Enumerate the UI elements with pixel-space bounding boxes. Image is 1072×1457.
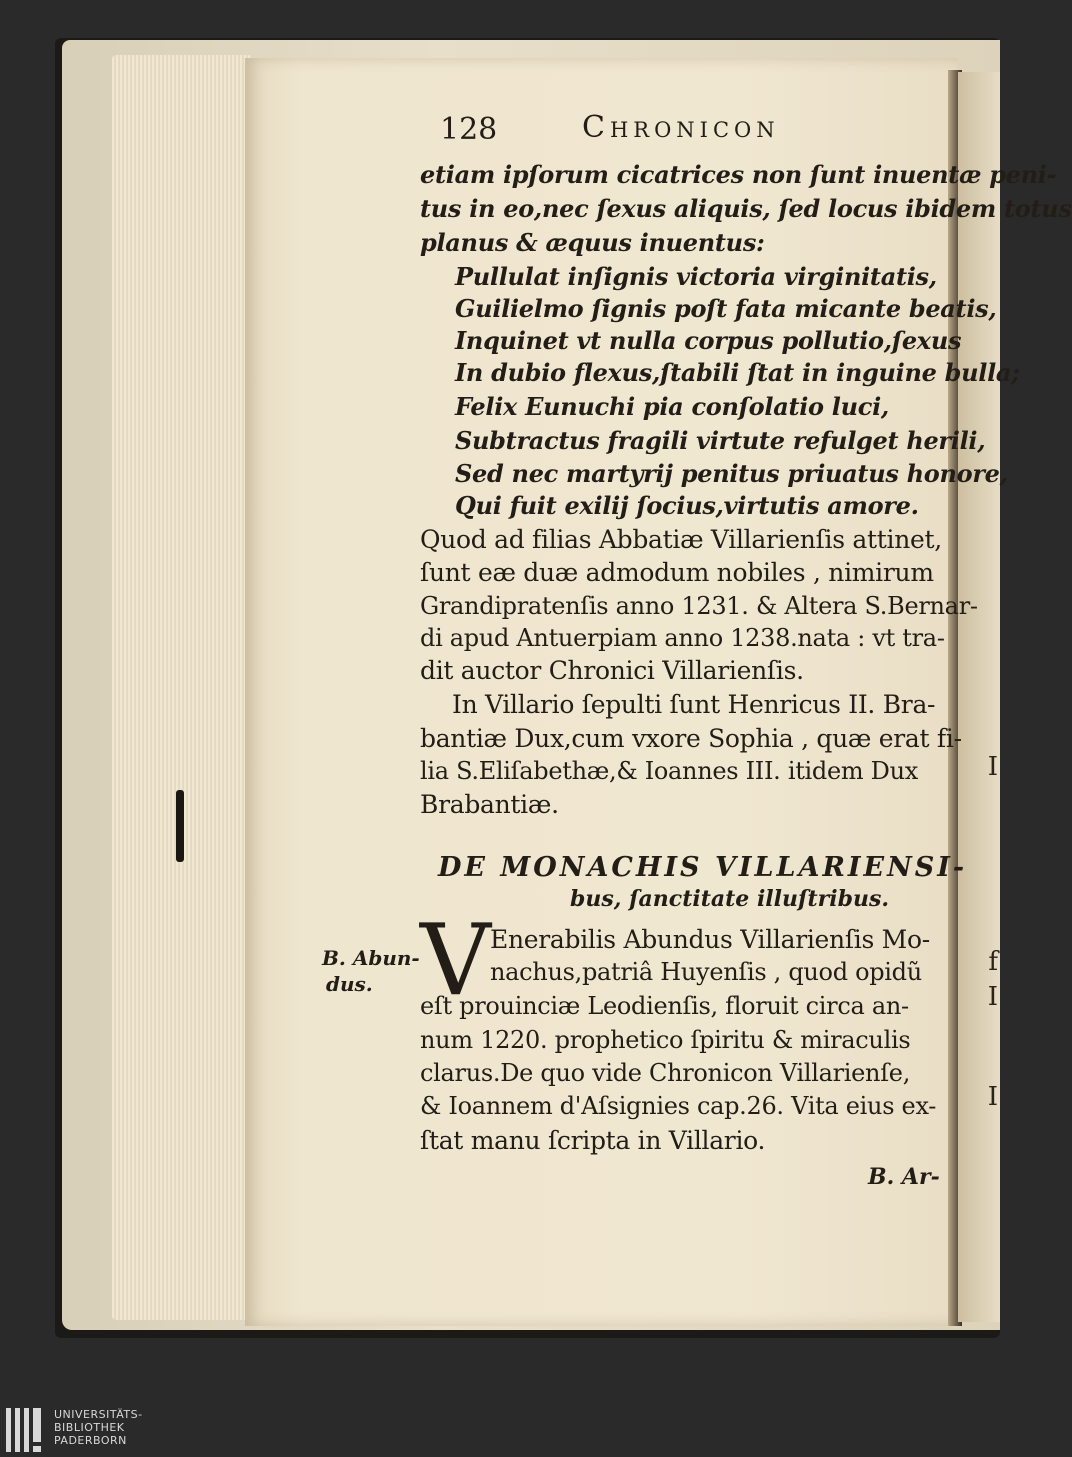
- paragraph-line: ſunt eæ duæ admodum nobiles , nimirum: [420, 558, 934, 587]
- library-logo-text: BIBLIOTHEK: [54, 1421, 125, 1434]
- paragraph-line: In Villario ſepulti ſunt Henricus II. Bra-: [452, 690, 936, 719]
- spine-mark: [176, 790, 184, 862]
- verse-intro-line: etiam ipſorum cicatrices non ſunt inuentæ peni-: [420, 160, 1057, 189]
- poem-line: Subtractus fragili virtute refulget herili,: [455, 426, 986, 455]
- paragraph-line: Quod ad filias Abbatiæ Villarienſis attinet,: [420, 525, 942, 554]
- paragraph-line: & Ioannem d'Aſsignies cap.26. Vita eius ex-: [420, 1092, 937, 1120]
- library-logo-text: PADERBORN: [54, 1434, 127, 1447]
- paragraph-line: lia S.Eliſabethæ,& Ioannes III. itidem Dux: [420, 757, 918, 785]
- margin-note: dus.: [326, 972, 373, 996]
- verse-intro-line: tus in eo,nec ſexus aliquis, ſed locus ibidem totus: [420, 194, 1072, 223]
- page-edges: [112, 55, 252, 1320]
- section-subheading: bus, ſanctitate illuſtribus.: [570, 886, 890, 912]
- paragraph-line: Grandipratenſis anno 1231. & Altera S.Bernar-: [420, 592, 978, 620]
- next-page-glyph: I: [987, 752, 998, 782]
- poem-line: Qui fuit exilij ſocius,virtutis amore.: [455, 491, 919, 520]
- poem-line: Felix Eunuchi pia conſolatio luci,: [455, 392, 889, 421]
- drop-cap: V: [420, 904, 491, 1018]
- next-page-glyph: I: [987, 982, 998, 1012]
- library-logo-text: UNIVERSITÄTS-: [54, 1408, 143, 1421]
- paragraph-line: ſtat manu ſcripta in Villario.: [420, 1126, 766, 1155]
- poem-line: In dubio flexus,ſtabili ſtat in inguine bulla;: [455, 358, 1020, 387]
- paragraph-line: di apud Antuerpiam anno 1238.nata : vt tra-: [420, 624, 945, 652]
- verse-intro-line: planus & æquus inuentus:: [420, 228, 765, 257]
- page-number: 128: [440, 112, 498, 147]
- paragraph-line: nachus,patriâ Huyenſis , quod opidũ: [490, 958, 922, 986]
- poem-line: Inquinet vt nulla corpus pollutio,ſexus: [455, 326, 962, 355]
- poem-line: Guilielmo ſignis poſt fata micante beatis,: [455, 294, 997, 323]
- next-page-glyph: f: [988, 947, 998, 977]
- poem-line: Sed nec martyrij penitus priuatus honore,: [455, 459, 1008, 488]
- paragraph-line: num 1220. prophetico ſpiritu & miraculis: [420, 1026, 911, 1054]
- catchword: B. Ar-: [868, 1164, 940, 1190]
- paragraph-line: Brabantiæ.: [420, 790, 559, 819]
- next-page-glyph: I: [987, 1082, 998, 1112]
- next-page-edge: [958, 72, 1000, 1322]
- margin-note: B. Abun-: [322, 946, 420, 970]
- paragraph-line: dit auctor Chronici Villarienſis.: [420, 656, 804, 685]
- running-head: Chronicon: [582, 110, 780, 145]
- paragraph-line: Enerabilis Abundus Villarienſis Mo-: [490, 925, 930, 954]
- section-heading: DE MONACHIS VILLARIENSI-: [438, 852, 968, 883]
- paragraph-line: clarus.De quo vide Chronicon Villarienſe,: [420, 1059, 911, 1087]
- paragraph-line: bantiæ Dux,cum vxore Sophia , quæ erat fi-: [420, 724, 962, 753]
- poem-line: Pullulat inſignis victoria virginitatis,: [455, 262, 937, 291]
- paragraph-line: eſt prouinciæ Leodienſis, floruit circa an-: [420, 992, 909, 1020]
